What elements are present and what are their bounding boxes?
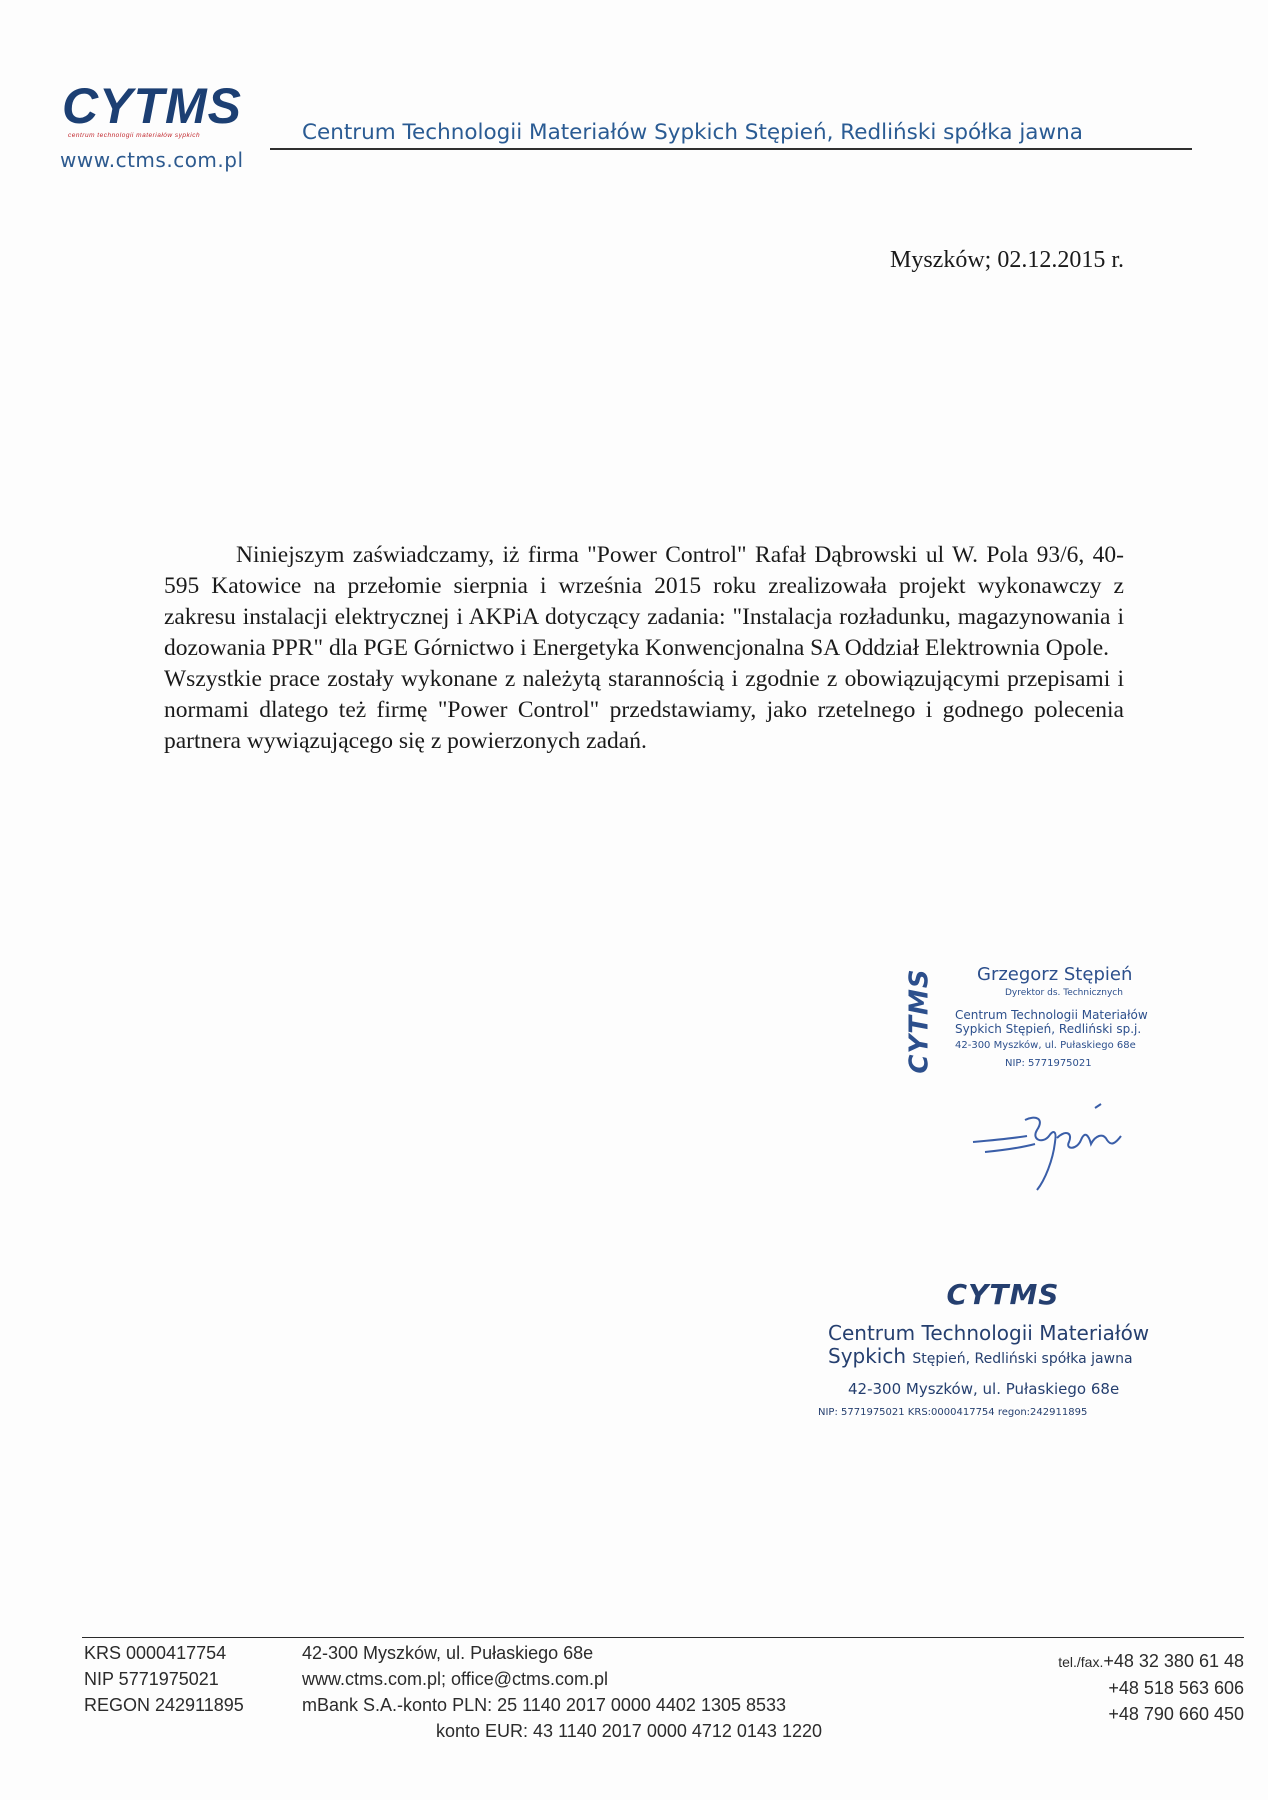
footer-contact xyxy=(302,1640,822,1744)
footer-nip: NIP 5771975021 xyxy=(84,1669,219,1689)
stamp2-line2 xyxy=(828,1344,1133,1368)
letter-body xyxy=(164,540,1124,757)
stamp2-line2-main: Sypkich xyxy=(828,1344,907,1368)
footer-web-email: www.ctms.com.pl; office@ctms.com.pl xyxy=(302,1669,608,1689)
logo-tagline: centrum technologii materiałów sypkich xyxy=(68,132,201,139)
letter-date: Myszków; 02.12.2015 r. xyxy=(890,247,1124,273)
footer-bank-eur: konto EUR: 43 1140 2017 0000 4712 0143 1220 xyxy=(436,1721,822,1741)
footer-regon: REGON 242911895 xyxy=(84,1695,244,1715)
body-paragraph-2: Wszystkie prace zostały wykonane z należytą starannością i zgodnie z obowiązującymi przepisami i normami dlatego też firmę "Power Control" przedstawiamy, jako rzetelnego i godnego polecenia partnera wywiązującego się z powierzonych zadań. xyxy=(164,666,1124,754)
footer-tel1: +48 32 380 61 48 xyxy=(1103,1651,1244,1671)
footer-tel2: +48 518 563 606 xyxy=(1108,1678,1244,1698)
company-logo xyxy=(60,78,275,140)
logo-text: CYTMS xyxy=(62,78,242,134)
stamp-nip: NIP: 5771975021 xyxy=(1005,1058,1092,1069)
header-website: www.ctms.com.pl xyxy=(60,148,244,172)
stamp-company-line2: Sypkich Stępień, Redliński sp.j. xyxy=(955,1022,1142,1036)
footer-tel-label: tel./fax. xyxy=(1058,1654,1104,1670)
footer-registry xyxy=(84,1640,244,1718)
director-stamp xyxy=(905,962,1185,1082)
stamp-address: 42-300 Myszków, ul. Pułaskiego 68e xyxy=(955,1040,1136,1051)
company-stamp xyxy=(818,1278,1188,1428)
header-company-name: Centrum Technologii Materiałów Sypkich Stępień, Redliński spółka jawna xyxy=(302,120,1083,145)
stamp-logo-text: CYTMS xyxy=(904,968,935,1074)
footer-phones xyxy=(1058,1648,1244,1727)
footer-address: 42-300 Myszków, ul. Pułaskiego 68e xyxy=(302,1643,594,1663)
body-paragraph-1: Niniejszym zaświadczamy, iż firma "Power Control" Rafał Dąbrowski ul W. Pola 93/6, 40-595 Katowice na przełomie sierpnia i września 2015 roku zrealizowała projekt wykonawczy z zakresu instalacji elektrycznej i AKPiA dotyczący zadania: "Instalacja rozładunku, magazynowania i dozowania PPR" dla PGE Górnictwo i Energetyka Konwencjonalna SA Oddział Elektrownia Opole. xyxy=(164,542,1124,661)
stamp2-line1: Centrum Technologii Materiałów xyxy=(828,1321,1150,1345)
footer-rule xyxy=(82,1637,1244,1638)
stamp-company-line1: Centrum Technologii Materiałów xyxy=(955,1008,1148,1022)
footer-tel3: +48 790 660 450 xyxy=(1108,1704,1244,1724)
stamp2-line2-small: Stępień, Redliński spółka jawna xyxy=(912,1351,1133,1367)
stamp-vertical-logo xyxy=(904,962,939,1080)
handwritten-signature xyxy=(965,1100,1145,1195)
stamp-title: Dyrektor ds. Technicznych xyxy=(1005,988,1123,998)
footer-tel1-line xyxy=(1058,1648,1244,1675)
stamp2-address: 42-300 Myszków, ul. Pułaskiego 68e xyxy=(848,1380,1120,1398)
footer-krs: KRS 0000417754 xyxy=(84,1643,227,1663)
footer-bank-pln: mBank S.A.-konto PLN: 25 1140 2017 0000 4402 1305 8533 xyxy=(302,1695,787,1715)
stamp2-ids: NIP: 5771975021 KRS:0000417754 regon:242911895 xyxy=(818,1407,1088,1418)
header-rule xyxy=(270,148,1192,150)
stamp-name: Grzegorz Stępień xyxy=(977,964,1133,985)
stamp2-logo: CYTMS xyxy=(946,1278,1060,1311)
